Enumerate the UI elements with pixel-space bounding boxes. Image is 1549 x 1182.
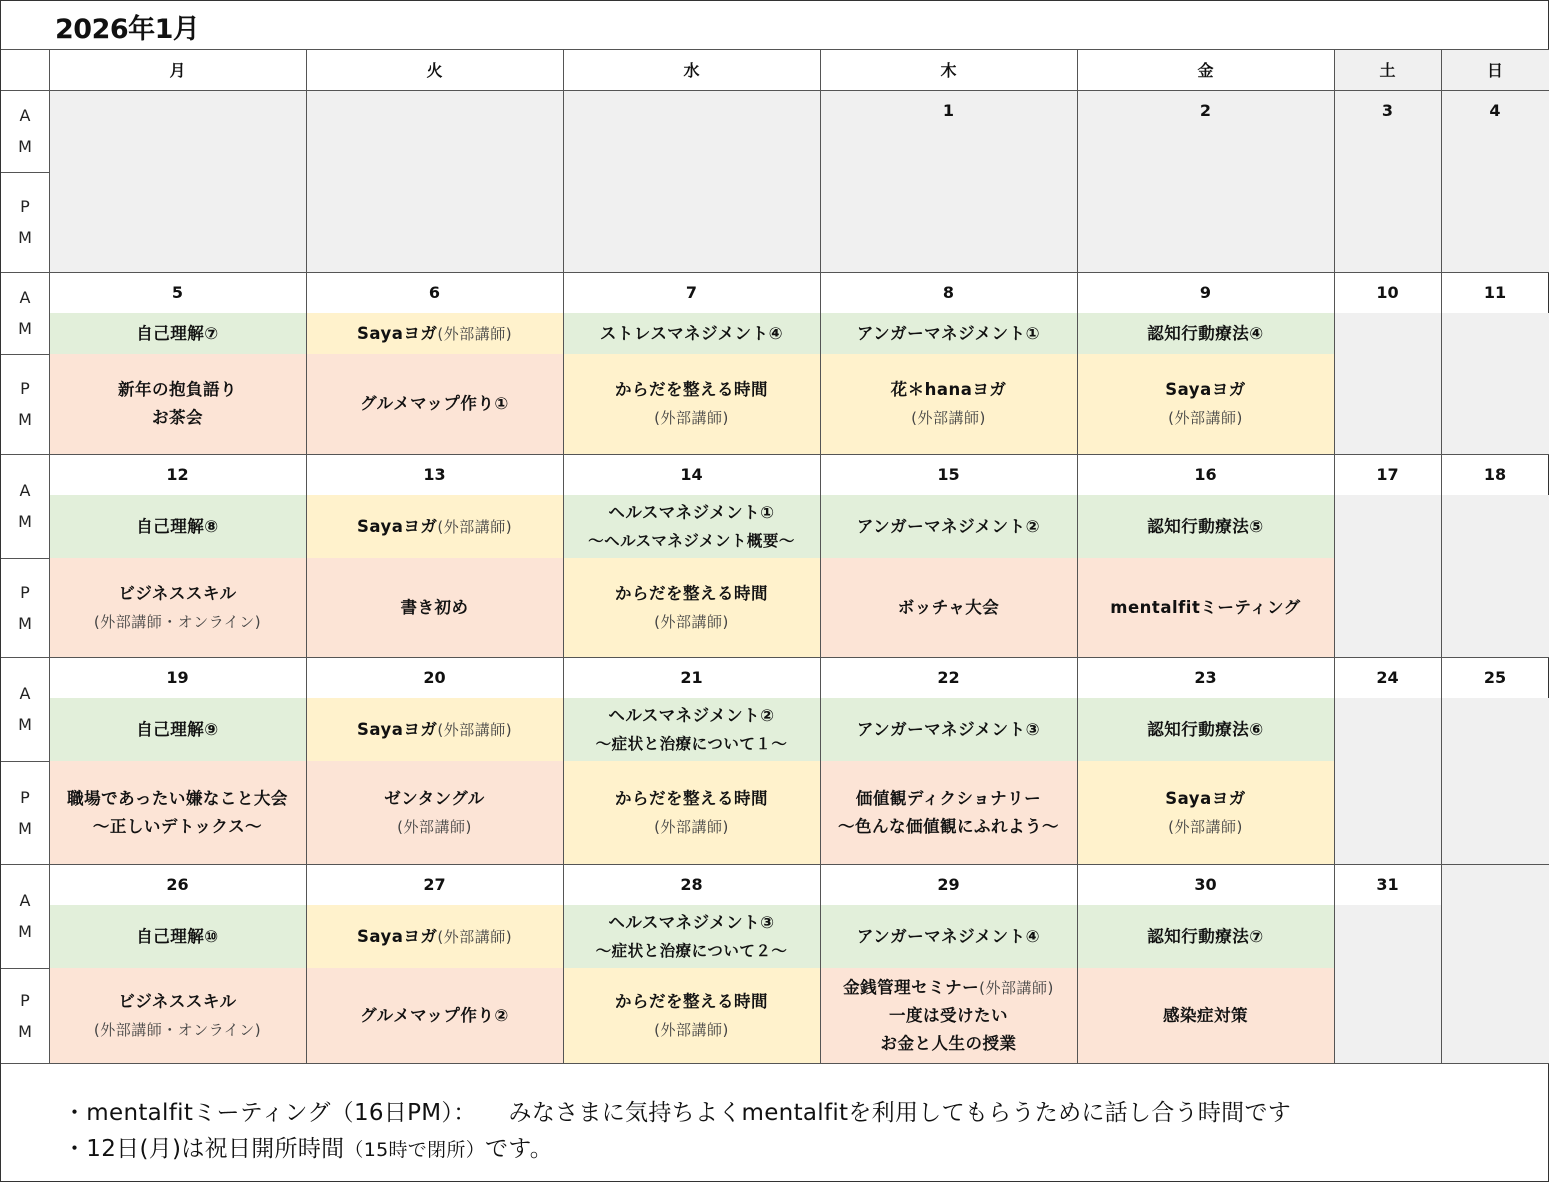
day-number: 6 — [428, 283, 441, 302]
grid-line — [1334, 49, 1335, 1063]
event-name: ビジネススキル — [118, 583, 237, 603]
event-name: ボッチャ大会 — [897, 597, 1000, 617]
event-line — [360, 390, 509, 418]
pm-label — [1, 558, 49, 657]
calendar-title: 2026年1月 — [55, 14, 200, 45]
event-instructor-note: (外部講師) — [979, 978, 1054, 997]
day-number: 29 — [937, 875, 960, 894]
event-instructor-note: (外部講師) — [437, 517, 513, 536]
event-name: 自己理解⑩ — [136, 926, 219, 946]
event-title — [857, 513, 1040, 541]
event-name: グルメマップ作り① — [360, 394, 509, 413]
grid-line — [1, 968, 49, 969]
day-number: 9 — [1199, 283, 1212, 302]
event-instructor-note: (外部講師) — [654, 612, 729, 631]
event-name: 認知行動療法⑦ — [1147, 926, 1264, 946]
event-name: ～正しいデトックス～ — [92, 816, 263, 836]
event-name: 感染症対策 — [1163, 1005, 1248, 1025]
event-subtitle: ～ヘルスマネジメント概要～ — [588, 531, 795, 550]
pm-event — [820, 354, 1077, 454]
event-name: グルメマップ作り② — [360, 1005, 509, 1025]
day-number: 11 — [1483, 283, 1507, 302]
pm-event — [1077, 968, 1334, 1063]
am-letter: A — [19, 891, 31, 910]
note-2-end: です。 — [485, 1136, 554, 1162]
pm-event — [49, 558, 306, 657]
pm-event — [563, 354, 820, 454]
day-number: 27 — [423, 875, 446, 894]
day-number: 22 — [937, 668, 960, 687]
day-cell — [306, 90, 563, 272]
event-line — [1165, 785, 1245, 813]
event-instructor-note: (外部講師) — [911, 409, 986, 427]
day-number: 10 — [1376, 283, 1399, 302]
pm-label — [1, 354, 49, 454]
am-letter: M — [18, 922, 32, 941]
event-title — [608, 909, 774, 937]
event-line — [881, 1030, 1017, 1058]
pm-event — [306, 761, 563, 864]
event-title — [1147, 513, 1263, 541]
pm-letter: M — [18, 410, 32, 429]
pm-event — [563, 558, 820, 657]
event-line — [856, 785, 1041, 813]
weekday-header: 日 — [1441, 49, 1549, 90]
event-name: 花＊hanaヨガ — [890, 380, 1007, 399]
pm-event — [1077, 354, 1334, 454]
pm-letter: P — [20, 990, 30, 1010]
event-line — [118, 988, 236, 1016]
event-title — [1147, 320, 1263, 348]
am-letter: A — [19, 106, 31, 125]
note-2-text: ・12日(月)は祝日開所時間 — [63, 1136, 345, 1162]
event-instructor-note: (外部講師) — [654, 817, 729, 836]
pm-event — [49, 968, 306, 1063]
event-name: 認知行動療法④ — [1147, 323, 1264, 343]
event-title — [357, 513, 512, 541]
event-line — [360, 1002, 509, 1030]
event-line — [889, 1002, 1008, 1030]
am-event — [1077, 495, 1334, 558]
event-line — [384, 785, 485, 813]
event-title — [136, 716, 218, 744]
am-label — [1, 864, 49, 968]
weekday-header: 金 — [1197, 61, 1214, 80]
event-title — [1147, 923, 1263, 951]
day-number: 23 — [1194, 668, 1217, 687]
pm-letter: P — [20, 787, 30, 807]
event-name: 金銭管理セミナー — [843, 977, 980, 997]
day-number: 25 — [1483, 668, 1507, 687]
note-2-hours: （15時で閉所） — [344, 1139, 485, 1161]
am-event — [49, 905, 306, 968]
am-label — [1, 657, 49, 761]
weekend-cell — [1441, 495, 1549, 657]
event-line — [1165, 376, 1245, 404]
day-number: 24 — [1376, 668, 1399, 687]
event-name: 自己理解⑧ — [136, 516, 219, 536]
day-number: 31 — [1376, 875, 1399, 894]
pm-label — [1, 172, 49, 272]
event-name: ゼンタングル — [384, 788, 485, 808]
day-number: 3 — [1381, 101, 1394, 120]
event-title — [357, 716, 512, 744]
weekend-cell — [1441, 698, 1549, 864]
event-line — [615, 988, 768, 1016]
grid-line — [1, 90, 1549, 91]
event-instructor-note: (外部講師・オンライン) — [93, 1020, 262, 1039]
weekend-cell — [1334, 313, 1441, 454]
pm-letter: P — [20, 582, 30, 602]
event-line — [152, 404, 203, 432]
event-line — [1110, 594, 1300, 622]
event-instructor-note: (外部講師) — [1168, 409, 1243, 427]
day-number: 18 — [1483, 465, 1507, 484]
am-event — [820, 313, 1077, 354]
event-name: からだを整える時間 — [615, 991, 768, 1011]
event-title — [608, 499, 774, 527]
day-cell — [563, 90, 820, 272]
event-instructor-note: (外部講師) — [654, 409, 729, 427]
grid-line — [1, 761, 49, 762]
grid-line — [1, 454, 1549, 455]
weekend-cell — [1441, 864, 1549, 1063]
grid-line — [1, 657, 1549, 658]
am-letter: M — [18, 512, 32, 531]
event-title — [357, 320, 512, 348]
event-name: 一度は受けたい — [889, 1005, 1008, 1025]
weekday-header: 木 — [940, 61, 957, 80]
pm-letter: M — [18, 613, 32, 633]
event-name: ヘルスマネジメント③ — [608, 912, 775, 932]
pm-event — [306, 354, 563, 454]
event-name: からだを整える時間 — [615, 788, 768, 808]
event-name: Sayaヨガ — [1165, 380, 1246, 399]
am-event — [820, 698, 1077, 761]
am-event — [820, 905, 1077, 968]
event-name: 価値観ディクショナリー — [855, 788, 1042, 808]
day-number: 17 — [1376, 465, 1399, 484]
event-name: お茶会 — [152, 408, 203, 427]
grid-line — [1, 272, 1549, 273]
grid-line — [1, 558, 49, 559]
weekend-cell — [1334, 698, 1441, 864]
event-name: からだを整える時間 — [615, 583, 768, 603]
day-number: 5 — [171, 283, 184, 302]
note-line-2 — [63, 1131, 1291, 1168]
am-letter: M — [18, 715, 32, 734]
am-letter: M — [18, 137, 32, 156]
pm-letter: P — [20, 197, 30, 216]
event-name: アンガーマネジメント③ — [856, 719, 1041, 739]
weekday-header: 火 — [426, 61, 443, 80]
day-number: 26 — [166, 875, 189, 894]
event-line — [891, 376, 1007, 404]
am-event — [49, 313, 306, 354]
pm-letter: M — [18, 228, 32, 247]
weekday-header: 土 — [1334, 49, 1441, 90]
event-line — [401, 594, 469, 622]
pm-label — [1, 968, 49, 1063]
event-title — [136, 923, 218, 951]
pm-label — [1, 761, 49, 864]
day-cell — [49, 90, 306, 272]
pm-event — [563, 761, 820, 864]
am-label — [1, 454, 49, 558]
event-name: ヘルスマネジメント② — [608, 705, 775, 725]
note-1-label: ・mentalfitミーティング（16日PM）： — [63, 1100, 477, 1126]
event-instructor-note: (外部講師) — [654, 1020, 729, 1039]
event-name: 書き初め — [400, 597, 469, 617]
event-instructor-note: (外部講師) — [437, 324, 513, 343]
event-name: アンガーマネジメント④ — [856, 926, 1041, 946]
event-name: ヘルスマネジメント① — [608, 502, 775, 522]
grid-line — [1, 354, 49, 355]
event-name: Sayaヨガ — [356, 926, 438, 946]
day-number: 8 — [942, 283, 955, 302]
event-name: 認知行動療法⑤ — [1147, 516, 1264, 536]
pm-letter: M — [18, 1021, 32, 1041]
weekday-header: 水 — [683, 61, 700, 80]
day-number: 13 — [423, 465, 446, 484]
grid-line — [563, 49, 564, 1063]
event-subtitle: ～症状と治療について１～ — [595, 734, 788, 753]
weekend-cell — [1441, 313, 1549, 454]
day-number: 15 — [937, 465, 960, 484]
am-letter: A — [19, 684, 31, 703]
grid-line — [49, 49, 50, 1063]
event-name: 認知行動療法⑥ — [1147, 719, 1264, 739]
am-event — [1077, 698, 1334, 761]
event-name: 自己理解⑨ — [136, 719, 219, 739]
event-name: Sayaヨガ — [356, 719, 438, 739]
event-line — [118, 376, 237, 404]
am-label — [1, 90, 49, 172]
event-name: Sayaヨガ — [1165, 788, 1246, 808]
grid-line — [1, 49, 1549, 50]
pm-event — [306, 968, 563, 1063]
grid-line — [1441, 49, 1442, 1063]
day-number: 1 — [942, 101, 955, 120]
am-letter: A — [19, 481, 31, 500]
am-letter: M — [18, 319, 32, 338]
weekday-header: 月 — [169, 61, 186, 80]
event-name: Sayaヨガ — [356, 323, 438, 343]
day-number: 21 — [680, 668, 703, 687]
event-name: アンガーマネジメント① — [856, 323, 1041, 343]
am-event — [563, 698, 820, 761]
event-line — [67, 785, 288, 813]
day-number: 28 — [680, 875, 703, 894]
pm-event — [49, 354, 306, 454]
am-event — [1077, 905, 1334, 968]
event-line — [615, 580, 768, 608]
day-number: 19 — [166, 668, 189, 687]
pm-event — [820, 968, 1077, 1063]
am-letter: A — [19, 288, 31, 307]
event-title — [357, 923, 512, 951]
event-title — [857, 716, 1040, 744]
pm-event — [1077, 761, 1334, 864]
weekend-cell — [1334, 905, 1441, 1063]
event-instructor-note: (外部講師) — [437, 927, 513, 946]
event-name: Sayaヨガ — [356, 516, 438, 536]
pm-event — [820, 761, 1077, 864]
am-event — [49, 495, 306, 558]
grid-line — [306, 49, 307, 1063]
pm-event — [820, 558, 1077, 657]
note-1-text: みなさまに気持ちよくmentalfitを利用してもらうために話し合う時間です — [508, 1100, 1292, 1126]
event-line — [838, 813, 1059, 841]
day-number: 12 — [166, 465, 189, 484]
event-instructor-note: (外部講師) — [1168, 817, 1243, 836]
am-event — [49, 698, 306, 761]
event-name: ～色んな価値観にふれよう～ — [838, 816, 1059, 836]
day-number: 14 — [680, 465, 703, 484]
am-event — [563, 905, 820, 968]
grid-line — [1, 1063, 1549, 1064]
event-name: からだを整える時間 — [615, 380, 768, 399]
grid-line — [820, 49, 821, 1063]
event-name: mentalfitミーティング — [1110, 597, 1301, 617]
event-instructor-note: (外部講師・オンライン) — [93, 612, 262, 631]
event-line — [118, 580, 236, 608]
event-name: 新年の抱負語り — [118, 380, 237, 399]
day-number: 30 — [1194, 875, 1217, 894]
event-line — [843, 974, 1054, 1002]
am-event — [563, 313, 820, 354]
am-label — [1, 272, 49, 354]
event-name: アンガーマネジメント② — [856, 516, 1041, 536]
pm-event — [306, 558, 563, 657]
day-number: 4 — [1489, 101, 1501, 120]
event-title — [608, 702, 774, 730]
weekend-cell — [1334, 495, 1441, 657]
event-instructor-note: (外部講師) — [437, 720, 513, 739]
event-line — [898, 594, 1000, 622]
event-title — [1147, 716, 1263, 744]
am-event — [306, 495, 563, 558]
pm-event — [49, 761, 306, 864]
pm-event — [1077, 558, 1334, 657]
event-title — [136, 320, 218, 348]
pm-event — [563, 968, 820, 1063]
am-event — [306, 905, 563, 968]
grid-line — [1077, 49, 1078, 1063]
event-name: ストレスマネジメント④ — [599, 323, 784, 343]
pm-letter: M — [18, 818, 32, 838]
event-line — [615, 785, 768, 813]
event-line — [615, 376, 768, 404]
pm-letter: P — [20, 379, 30, 398]
event-name: 自己理解⑦ — [136, 323, 219, 343]
grid-line — [1, 172, 49, 173]
event-subtitle: ～症状と治療について２～ — [595, 941, 788, 960]
note-line-1 — [63, 1095, 1291, 1131]
am-event — [306, 313, 563, 354]
event-title — [600, 320, 783, 348]
event-name: お金と人生の授業 — [880, 1033, 1017, 1053]
am-event — [820, 495, 1077, 558]
day-number: 16 — [1194, 465, 1217, 484]
event-line — [93, 813, 262, 841]
event-line — [1163, 1002, 1248, 1030]
notes — [63, 1095, 1291, 1168]
am-event — [563, 495, 820, 558]
am-event — [1077, 313, 1334, 354]
event-title — [857, 923, 1040, 951]
day-number: 2 — [1199, 101, 1212, 120]
grid-line — [1, 864, 1549, 865]
event-name: 職場であったい嫌なこと大会 — [67, 788, 288, 808]
event-instructor-note: (外部講師) — [397, 817, 472, 836]
day-number: 7 — [685, 283, 698, 302]
am-event — [306, 698, 563, 761]
event-title — [857, 320, 1040, 348]
event-name: ビジネススキル — [118, 991, 237, 1011]
day-number: 20 — [423, 668, 446, 687]
event-title — [136, 513, 218, 541]
